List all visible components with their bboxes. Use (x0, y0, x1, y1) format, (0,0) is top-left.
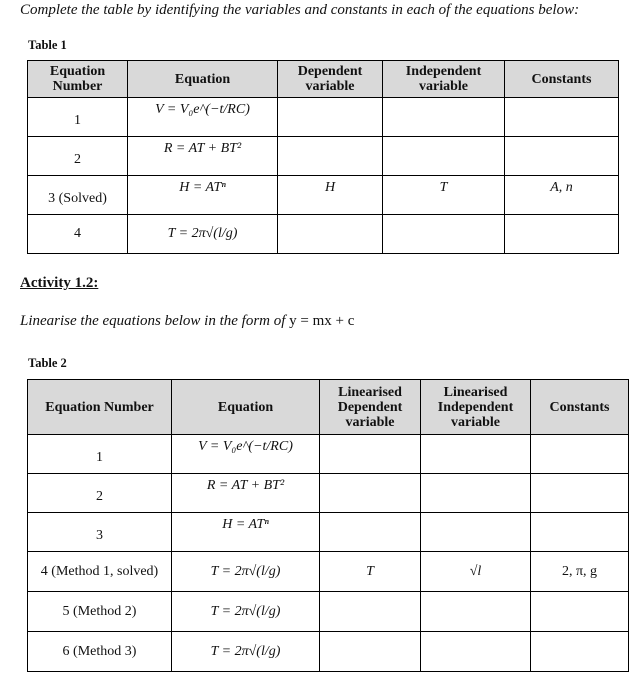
equation-number: 5 (Method 2) (28, 592, 172, 632)
dependent-variable-value: H (278, 176, 383, 215)
constants-input[interactable] (531, 632, 629, 672)
linearised-dependent-input[interactable] (320, 474, 421, 513)
linearised-independent-input[interactable] (421, 474, 531, 513)
equation-cell (172, 552, 320, 592)
constants-input[interactable] (531, 592, 629, 632)
table1-header-equation: Equation (128, 61, 278, 98)
equation-pendulum: T = 2π√(l/g) (210, 603, 281, 619)
table-row (28, 474, 629, 513)
equation-cell (128, 98, 278, 137)
equation-cell (128, 176, 278, 215)
table2 (27, 379, 629, 672)
independent-variable-value: T (383, 176, 505, 215)
constants-value: 2, π, g (531, 552, 629, 592)
table-row (28, 98, 619, 137)
table-row (28, 592, 629, 632)
constants-input[interactable] (505, 137, 619, 176)
equation-pendulum: T = 2π√(l/g) (210, 563, 281, 579)
equation-cell (172, 474, 320, 513)
table-row (28, 513, 629, 552)
equation-cell (172, 592, 320, 632)
table2-header-dependent: Linearised Dependent variable (320, 380, 421, 435)
table2-header-constants: Constants (531, 380, 629, 435)
constants-value: A, n (505, 176, 619, 215)
instruction-text: Linearise the equations below in the form of (20, 313, 290, 329)
independent-variable-input[interactable] (383, 137, 505, 176)
table2-label: Table 2 (28, 356, 67, 370)
linear-form-equation: y = mx + c (289, 313, 355, 329)
equation-power: H = ATⁿ (222, 517, 269, 532)
equation-number: 1 (28, 435, 172, 474)
table-row (28, 137, 619, 176)
dependent-variable-input[interactable] (278, 137, 383, 176)
equation-power: H = ATⁿ (179, 180, 226, 195)
equation-number: 1 (28, 98, 128, 137)
table1-header-row (28, 61, 619, 98)
table1-label: Table 1 (28, 38, 67, 52)
equation-number: 4 (Method 1, solved) (28, 552, 172, 592)
dependent-variable-input[interactable] (278, 215, 383, 254)
table-row (28, 176, 619, 215)
equation-exponential: V = V₀e^(−t/RC) (198, 439, 293, 454)
linearised-independent-input[interactable] (421, 513, 531, 552)
linearised-independent-input[interactable] (421, 592, 531, 632)
table1 (27, 60, 619, 254)
equation-number: 4 (28, 215, 128, 254)
equation-pendulum: T = 2π√(l/g) (210, 643, 281, 659)
table2-header-equation-number: Equation Number (28, 380, 172, 435)
equation-exponential: V = V₀e^(−t/RC) (155, 102, 250, 117)
table-row (28, 552, 629, 592)
equation-cell (128, 215, 278, 254)
table2-header-independent: Linearised Independent variable (421, 380, 531, 435)
linearised-dependent-input[interactable] (320, 435, 421, 474)
constants-input[interactable] (531, 474, 629, 513)
table1-header-dependent: Dependent variable (278, 61, 383, 98)
activity-instruction (20, 313, 354, 330)
table1-header-constants: Constants (505, 61, 619, 98)
intro-text: Complete the table by identifying the variables and constants in each of the equations below: (20, 2, 580, 18)
table1-header-independent: Independent variable (383, 61, 505, 98)
equation-pendulum: T = 2π√(l/g) (167, 226, 238, 241)
table2-header-row (28, 380, 629, 435)
linearised-independent-input[interactable] (421, 632, 531, 672)
equation-cell (172, 513, 320, 552)
constants-input[interactable] (505, 98, 619, 137)
equation-number: 2 (28, 137, 128, 176)
linearised-independent-value: √l (421, 552, 531, 592)
linearised-dependent-input[interactable] (320, 513, 421, 552)
equation-quadratic: R = AT + BT² (206, 478, 285, 493)
equation-number: 2 (28, 474, 172, 513)
linearised-dependent-input[interactable] (320, 632, 421, 672)
constants-input[interactable] (505, 215, 619, 254)
table-row (28, 632, 629, 672)
table-row (28, 215, 619, 254)
equation-cell (172, 435, 320, 474)
equation-number: 3 (Solved) (28, 176, 128, 215)
linearised-independent-input[interactable] (421, 435, 531, 474)
table2-header-equation: Equation (172, 380, 320, 435)
table-row (28, 435, 629, 474)
constants-input[interactable] (531, 513, 629, 552)
equation-cell (128, 137, 278, 176)
independent-variable-input[interactable] (383, 215, 505, 254)
linearised-dependent-value: T (320, 552, 421, 592)
independent-variable-input[interactable] (383, 98, 505, 137)
table1-header-equation-number: Equation Number (28, 61, 128, 98)
dependent-variable-input[interactable] (278, 98, 383, 137)
linearised-dependent-input[interactable] (320, 592, 421, 632)
equation-number: 6 (Method 3) (28, 632, 172, 672)
equation-number: 3 (28, 513, 172, 552)
equation-quadratic: R = AT + BT² (163, 141, 242, 156)
equation-cell (172, 632, 320, 672)
constants-input[interactable] (531, 435, 629, 474)
activity-title: Activity 1.2: (20, 275, 99, 291)
